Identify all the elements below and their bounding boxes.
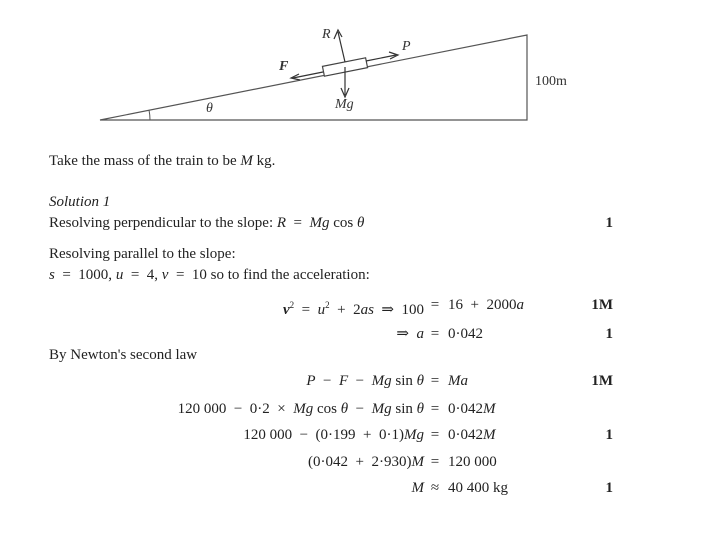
eq-newton-lhs: P − F − Mg sin θ bbox=[306, 373, 424, 389]
eq-result-rhs: 40 400 kg bbox=[448, 480, 508, 496]
pull-arrow bbox=[366, 52, 398, 61]
eq-num-op: = bbox=[430, 427, 440, 443]
mark-1m-b: 1M bbox=[591, 373, 613, 389]
mark-1-d: 1 bbox=[605, 480, 613, 496]
eq-newton-rhs: Ma bbox=[448, 373, 468, 389]
label-f: F bbox=[279, 59, 289, 74]
suvat-text: s = 1000, u = 4, v = 10 so to find the acceleration: bbox=[49, 267, 370, 283]
eq-num-rhs: 0·042M bbox=[448, 427, 496, 443]
label-theta: θ bbox=[206, 101, 213, 116]
perpendicular-text: Resolving perpendicular to the slope: R = Mg cos θ bbox=[49, 215, 365, 231]
eq-collect-op: = bbox=[430, 454, 440, 470]
eq-suvat-rhs: 16 + 2000a bbox=[448, 297, 524, 313]
eq-sub-rhs: 0·042M bbox=[448, 401, 496, 417]
mark-1m-a: 1M bbox=[591, 297, 613, 313]
eq-result-op: ≈ bbox=[430, 480, 440, 496]
intro-text: Take the mass of the train to be M kg. bbox=[49, 153, 276, 169]
incline-triangle bbox=[100, 35, 527, 120]
label-r: R bbox=[322, 27, 331, 42]
angle-arc bbox=[149, 110, 150, 120]
eq-sub-op: = bbox=[430, 401, 440, 417]
parallel-text: Resolving parallel to the slope: bbox=[49, 246, 236, 262]
eq-num-lhs: 120 000 − (0·199 + 0·1)Mg bbox=[243, 427, 424, 443]
eq-accel-rhs: 0·042 bbox=[448, 326, 483, 342]
newton-text: By Newton's second law bbox=[49, 347, 198, 363]
reaction-arrow bbox=[334, 30, 345, 62]
eq-suvat-lhs: $v^2 = u^2 + 2as$ ⇒ 100 bbox=[282, 300, 424, 318]
label-mg: Mg bbox=[335, 97, 354, 112]
eq-accel-lhs: ⇒ a bbox=[396, 326, 424, 342]
eq-collect-rhs: 120 000 bbox=[448, 454, 497, 470]
eq-accel-op: = bbox=[430, 326, 440, 342]
mark-1: 1 bbox=[605, 215, 613, 231]
solution-heading: Solution 1 bbox=[49, 194, 111, 210]
mark-1-b: 1 bbox=[605, 326, 613, 342]
eq-collect-lhs: (0·042 + 2·930)M bbox=[308, 454, 424, 470]
eq-sub-lhs: 120 000 − 0·2 × Mg cos θ − Mg sin θ bbox=[177, 401, 424, 417]
mark-1-c: 1 bbox=[605, 427, 613, 443]
eq-result-lhs: M bbox=[411, 480, 424, 496]
eq-suvat-op: = bbox=[430, 297, 440, 313]
eq-newton-op: = bbox=[430, 373, 440, 389]
label-height: 100m bbox=[535, 74, 567, 89]
label-p: P bbox=[402, 39, 411, 54]
incline-diagram bbox=[0, 0, 720, 140]
